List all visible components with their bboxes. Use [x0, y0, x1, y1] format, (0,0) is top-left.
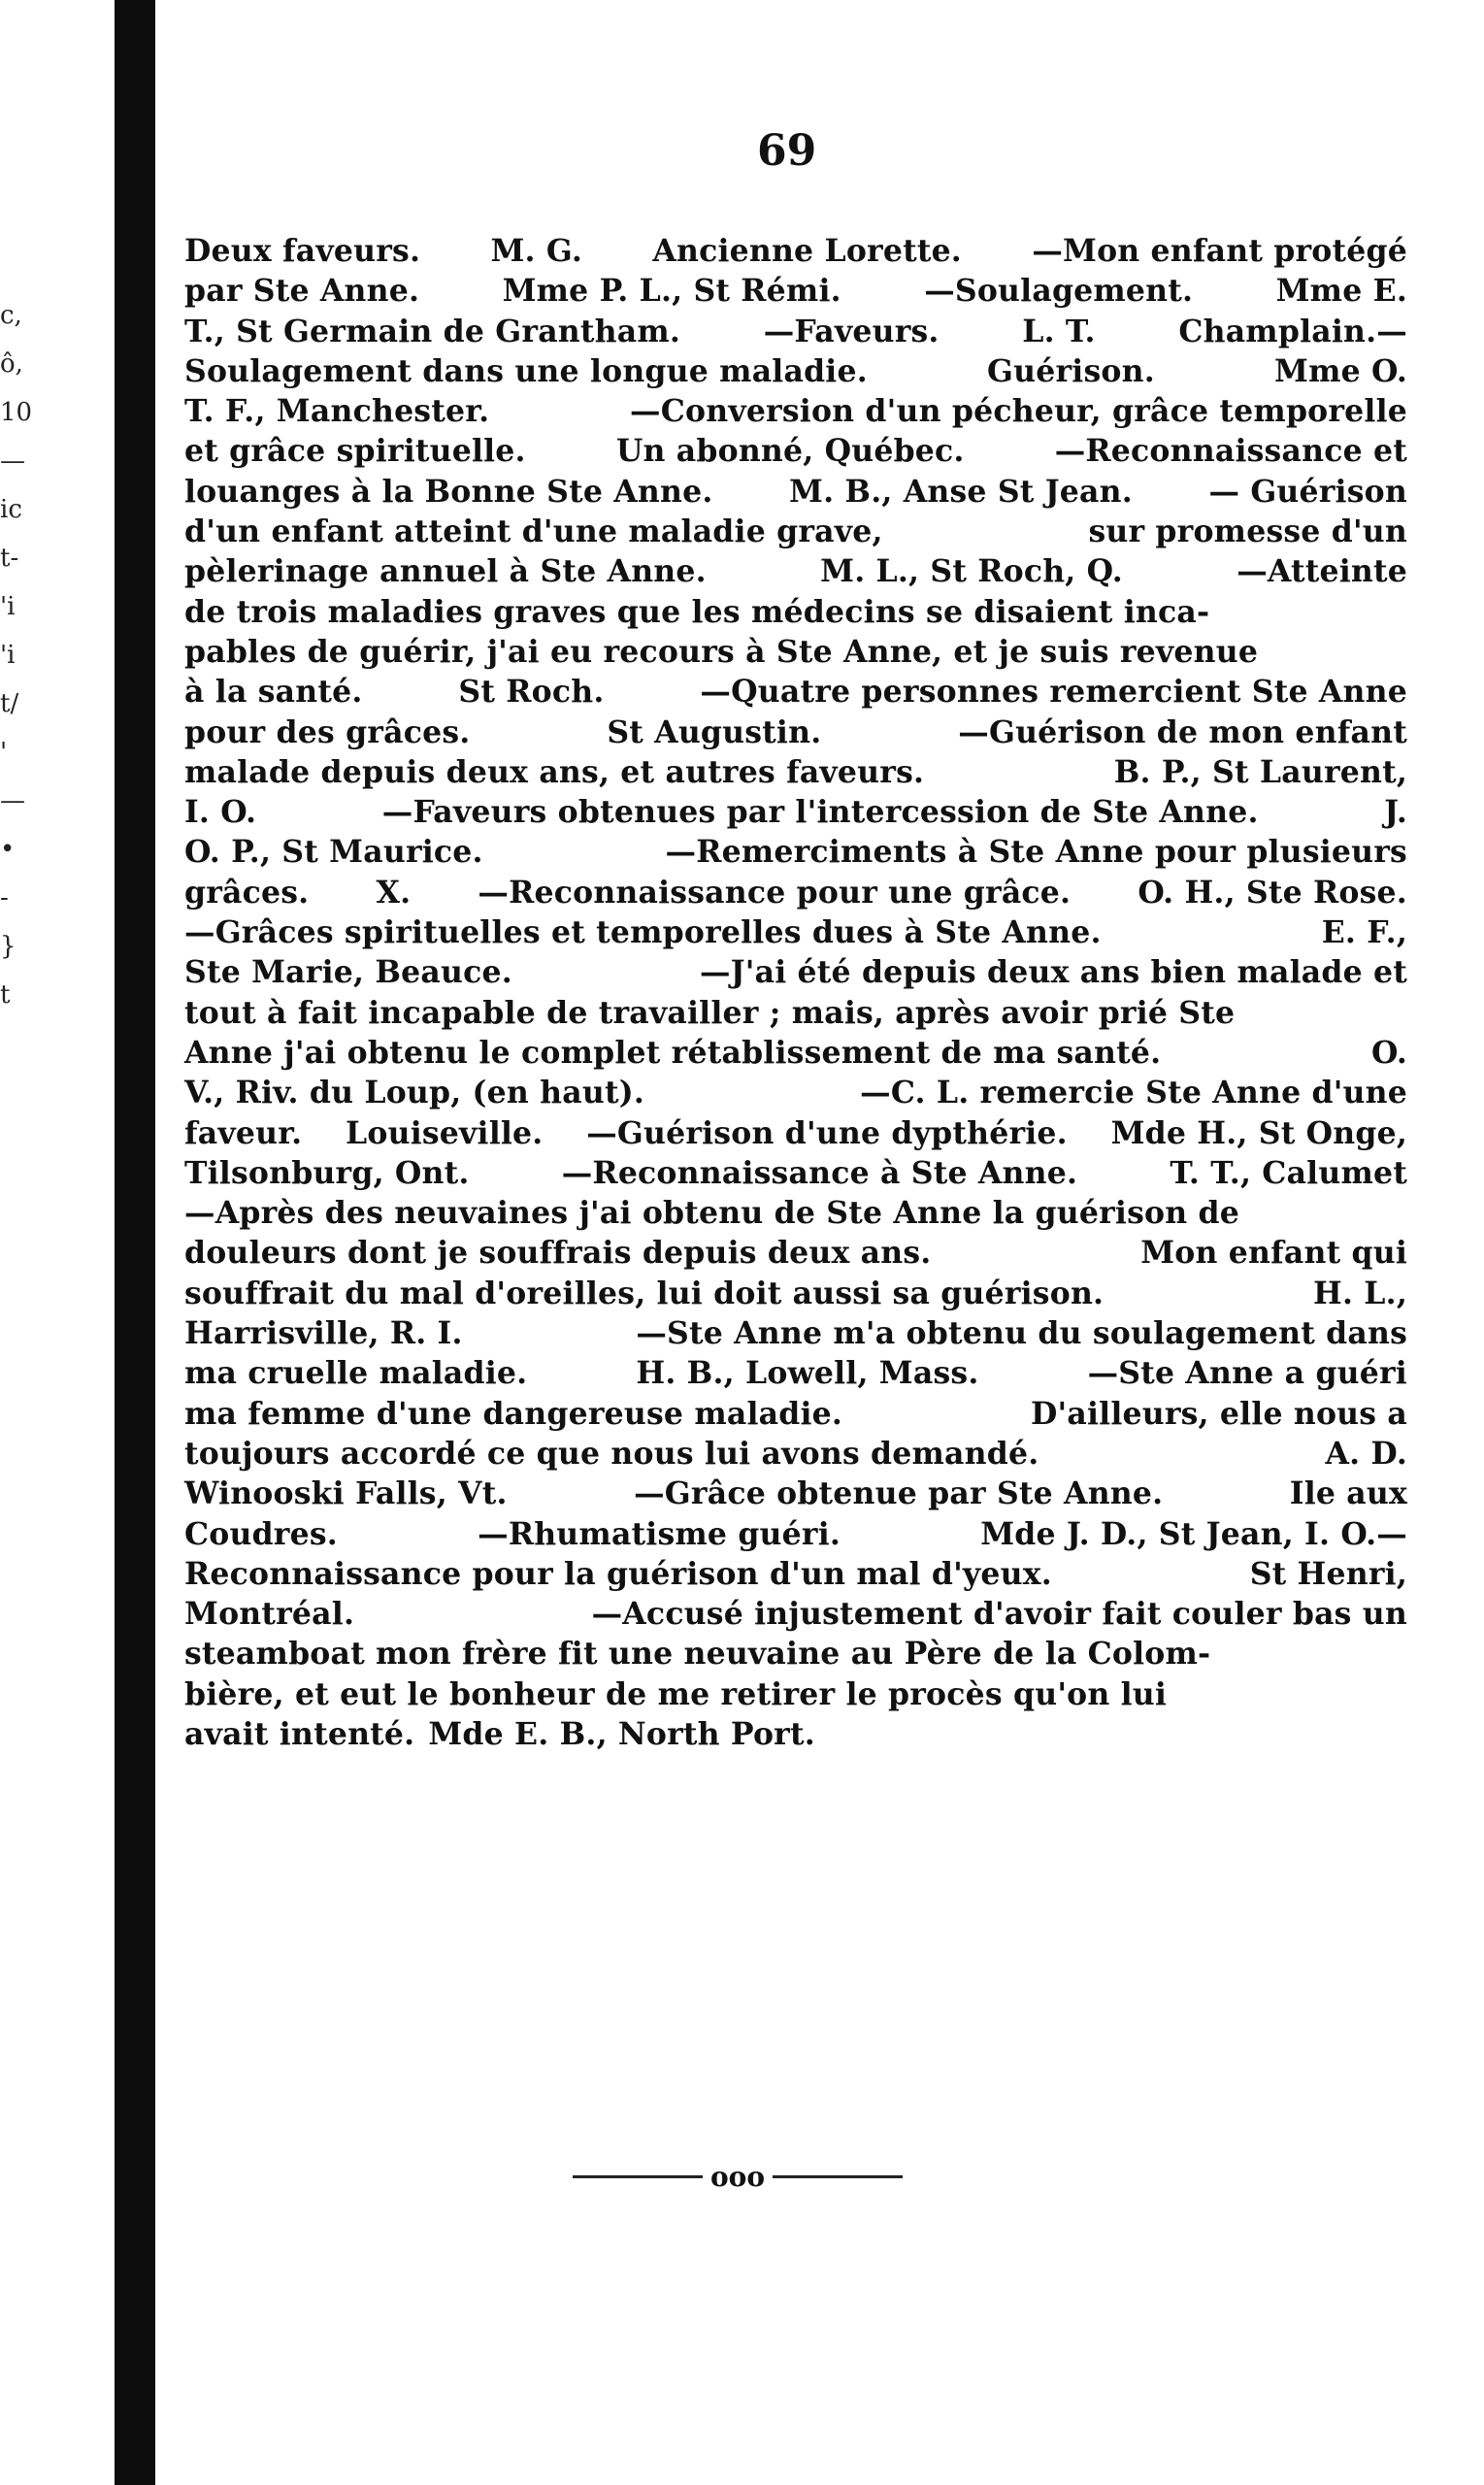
text-segment: M. G. — [490, 233, 582, 269]
margin-marks — [0, 291, 58, 1019]
text-line — [184, 1594, 1407, 1634]
margin-mark: — — [0, 786, 25, 815]
text-line — [184, 1113, 1407, 1153]
text-segment: ma femme d'une dangereuse maladie. — [184, 1395, 843, 1432]
text-segment: Mde E. B., North Port. — [428, 1715, 815, 1752]
text-segment: Louiseville. — [346, 1114, 544, 1151]
text-line — [184, 1313, 1407, 1353]
text-line — [184, 512, 1407, 551]
margin-mark: } — [0, 932, 16, 961]
text-segment: douleurs dont je souffrais depuis deux ans. — [184, 1235, 932, 1272]
margin-mark: — — [0, 447, 25, 476]
text-segment: tout à fait incapable de travailler ; mais, après avoir prié Ste — [184, 994, 1236, 1031]
text-line — [184, 1634, 1407, 1673]
text-segment: —Mon enfant protégé — [1032, 233, 1407, 269]
text-segment: O. P., St Maurice. — [184, 834, 483, 871]
text-segment: Harrisville, R. I. — [184, 1315, 463, 1352]
text-segment: T. F., Manchester. — [184, 393, 490, 430]
text-segment: steamboat mon frère fit une neuvaine au Père de la Colom- — [184, 1636, 1211, 1673]
text-segment: Montréal. — [184, 1596, 355, 1633]
text-segment: A. D. — [1325, 1435, 1407, 1472]
body-text — [184, 231, 1407, 1754]
margin-mark: - — [0, 883, 9, 912]
text-segment: O. H., Ste Rose. — [1138, 874, 1407, 911]
text-line — [184, 1554, 1407, 1594]
text-line — [184, 1274, 1407, 1313]
margin-mark: t — [0, 980, 11, 1010]
margin-mark: t- — [0, 544, 19, 573]
text-line — [184, 792, 1407, 832]
text-segment: Deux faveurs. — [184, 233, 421, 269]
text-segment: T., St Germain de Grantham. — [184, 313, 681, 349]
text-line — [184, 952, 1407, 992]
margin-mark: 'i — [0, 592, 16, 621]
text-segment: —Grâces spirituelles et temporelles dues à Ste Anne. — [184, 914, 1102, 951]
text-segment: toujours accordé ce que nous lui avons demandé. — [184, 1435, 1039, 1472]
text-line — [184, 1514, 1407, 1554]
text-line — [184, 312, 1407, 351]
text-segment: —Remerciments à Ste Anne pour plusieurs — [665, 834, 1407, 871]
text-segment: Mme E. — [1275, 273, 1407, 310]
text-segment: —Ste Anne m'a obtenu du soulagement dans — [636, 1315, 1407, 1352]
text-segment: — Guérison — [1208, 473, 1407, 510]
text-segment: H. L., — [1313, 1275, 1407, 1311]
margin-mark: 'i — [0, 641, 16, 670]
text-segment: —Guérison d'une dypthérie. — [586, 1114, 1068, 1151]
text-segment: —Reconnaissance et — [1054, 433, 1407, 470]
text-segment: T. T., Calumet — [1170, 1154, 1407, 1191]
text-line — [184, 993, 1407, 1033]
text-segment: souffrait du mal d'oreilles, lui doit aussi sa guérison. — [184, 1275, 1105, 1311]
text-segment: ma cruelle maladie. — [184, 1355, 528, 1392]
text-line — [184, 752, 1407, 792]
text-line — [184, 1474, 1407, 1513]
text-segment: Champlain.— — [1178, 313, 1407, 349]
margin-mark: 10 — [0, 398, 33, 427]
text-line — [184, 231, 1407, 271]
text-segment: et grâce spirituelle. — [184, 433, 526, 470]
text-line — [184, 1434, 1407, 1474]
text-segment: —Conversion d'un pécheur, grâce temporelle — [630, 393, 1407, 430]
text-line — [184, 391, 1407, 431]
text-segment: —Faveurs. — [763, 313, 940, 349]
text-segment: —Atteinte — [1237, 553, 1407, 590]
text-segment: —Accusé injustement d'avoir fait couler bas un — [591, 1596, 1407, 1633]
binding-shadow — [115, 0, 155, 2485]
text-segment: à la santé. — [184, 674, 363, 711]
text-segment: malade depuis deux ans, et autres faveurs. — [184, 753, 925, 790]
text-segment: St Augustin. — [607, 713, 822, 750]
text-line — [184, 1193, 1407, 1233]
margin-mark: ô, — [0, 349, 23, 379]
text-line — [184, 1394, 1407, 1434]
text-segment: —Reconnaissance pour une grâce. — [478, 874, 1072, 911]
text-segment: —C. L. remercie Ste Anne d'une — [860, 1075, 1407, 1111]
ornament-rule-right — [773, 2175, 903, 2178]
text-segment: Coudres. — [184, 1515, 338, 1552]
text-line — [184, 1033, 1407, 1073]
text-line — [184, 873, 1407, 912]
text-segment: Tilsonburg, Ont. — [184, 1154, 470, 1191]
text-segment: Un abonné, Québec. — [615, 433, 965, 470]
text-line — [184, 1153, 1407, 1193]
text-segment: M. B., Anse St Jean. — [789, 473, 1133, 510]
text-segment: Ste Marie, Beauce. — [184, 954, 512, 991]
text-segment: Mme O. — [1274, 352, 1407, 389]
page-number: 69 — [757, 126, 817, 176]
ornament-rule-left — [573, 2175, 703, 2178]
text-segment: Anne j'ai obtenu le complet rétablissement de ma santé. — [184, 1034, 1162, 1071]
text-line — [184, 672, 1407, 712]
text-segment: —Guérison de mon enfant — [958, 713, 1407, 750]
text-segment: E. F., — [1321, 914, 1407, 951]
text-line — [184, 1714, 1407, 1754]
text-segment: —Faveurs obtenues par l'intercession de Ste Anne. — [381, 794, 1259, 831]
text-segment: faveur. — [184, 1114, 303, 1151]
text-line — [184, 472, 1407, 512]
text-segment: bière, et eut le bonheur de me retirer le procès qu'on lui — [184, 1675, 1168, 1712]
text-segment: —Quatre personnes remercient Ste Anne — [700, 674, 1407, 711]
text-segment: —J'ai été depuis deux ans bien malade et — [699, 954, 1407, 991]
text-segment: —Reconnaissance à Ste Anne. — [561, 1154, 1078, 1191]
text-line — [184, 1073, 1407, 1112]
text-segment: Mon enfant qui — [1140, 1235, 1407, 1272]
text-segment: V., Riv. du Loup, (en haut). — [184, 1075, 645, 1111]
margin-mark: c, — [0, 301, 22, 330]
text-line — [184, 1674, 1407, 1714]
text-segment: I. O. — [184, 794, 257, 831]
text-segment: —Rhumatisme guéri. — [478, 1515, 841, 1552]
text-segment: —Après des neuvaines j'ai obtenu de Ste Anne la guérison de — [184, 1195, 1239, 1232]
text-segment: d'un enfant atteint d'une maladie grave, — [184, 514, 883, 550]
text-line — [184, 1353, 1407, 1393]
text-segment: St Henri, — [1249, 1555, 1407, 1592]
text-line — [184, 431, 1407, 471]
margin-mark: ic — [0, 495, 22, 524]
text-segment: X. — [376, 874, 412, 911]
text-segment: O. — [1371, 1034, 1407, 1071]
text-line — [184, 912, 1407, 952]
text-segment: grâces. — [184, 874, 310, 911]
text-segment: —Grâce obtenue par Ste Anne. — [634, 1475, 1164, 1512]
text-segment: sur promesse d'un — [1088, 514, 1407, 550]
margin-mark: • — [0, 835, 16, 864]
text-segment: pèlerinage annuel à Ste Anne. — [184, 553, 707, 590]
margin-mark: ' — [0, 738, 8, 767]
text-segment: Reconnaissance pour la guérison d'un mal d'yeux. — [184, 1555, 1052, 1592]
text-line — [184, 271, 1407, 311]
text-line — [184, 832, 1407, 872]
text-line — [184, 592, 1407, 632]
text-line — [184, 632, 1407, 672]
text-line — [184, 351, 1407, 391]
text-segment: avait intenté. — [184, 1715, 415, 1752]
margin-mark: t/ — [0, 689, 19, 718]
text-segment: L. T. — [1022, 313, 1096, 349]
text-segment: Ancienne Lorette. — [652, 233, 962, 269]
text-segment: pables de guérir, j'ai eu recours à Ste Anne, et je suis revenue — [184, 633, 1259, 670]
text-segment: louanges à la Bonne Ste Anne. — [184, 473, 713, 510]
text-segment: Mme P. L., St Rémi. — [502, 273, 841, 310]
text-segment: de trois maladies graves que les médecins se disaient inca- — [184, 593, 1210, 630]
text-segment: D'ailleurs, elle nous a — [1031, 1395, 1407, 1432]
text-segment: St Roch. — [458, 674, 605, 711]
ornament-mark: ooo — [709, 2160, 766, 2193]
text-segment: Ile aux — [1289, 1475, 1407, 1512]
text-segment: Winooski Falls, Vt. — [184, 1475, 508, 1512]
text-segment: pour des grâces. — [184, 713, 471, 750]
text-segment: Mde J. D., St Jean, I. O.— — [980, 1515, 1407, 1552]
text-segment: Guérison. — [987, 352, 1155, 389]
text-segment: Soulagement dans une longue maladie. — [184, 352, 868, 389]
text-segment: H. B., Lowell, Mass. — [636, 1355, 979, 1392]
text-segment: par Ste Anne. — [184, 273, 420, 310]
text-line — [184, 551, 1407, 591]
text-segment: Mde H., St Onge, — [1110, 1114, 1407, 1151]
text-segment: J. — [1384, 794, 1407, 831]
text-line — [184, 712, 1407, 752]
text-segment: B. P., St Laurent, — [1113, 753, 1407, 790]
text-segment: —Soulagement. — [924, 273, 1194, 310]
text-line — [184, 1233, 1407, 1273]
text-segment: —Ste Anne a guéri — [1087, 1355, 1407, 1392]
text-segment: M. L., St Roch, Q. — [820, 553, 1123, 590]
end-ornament — [573, 2157, 903, 2196]
